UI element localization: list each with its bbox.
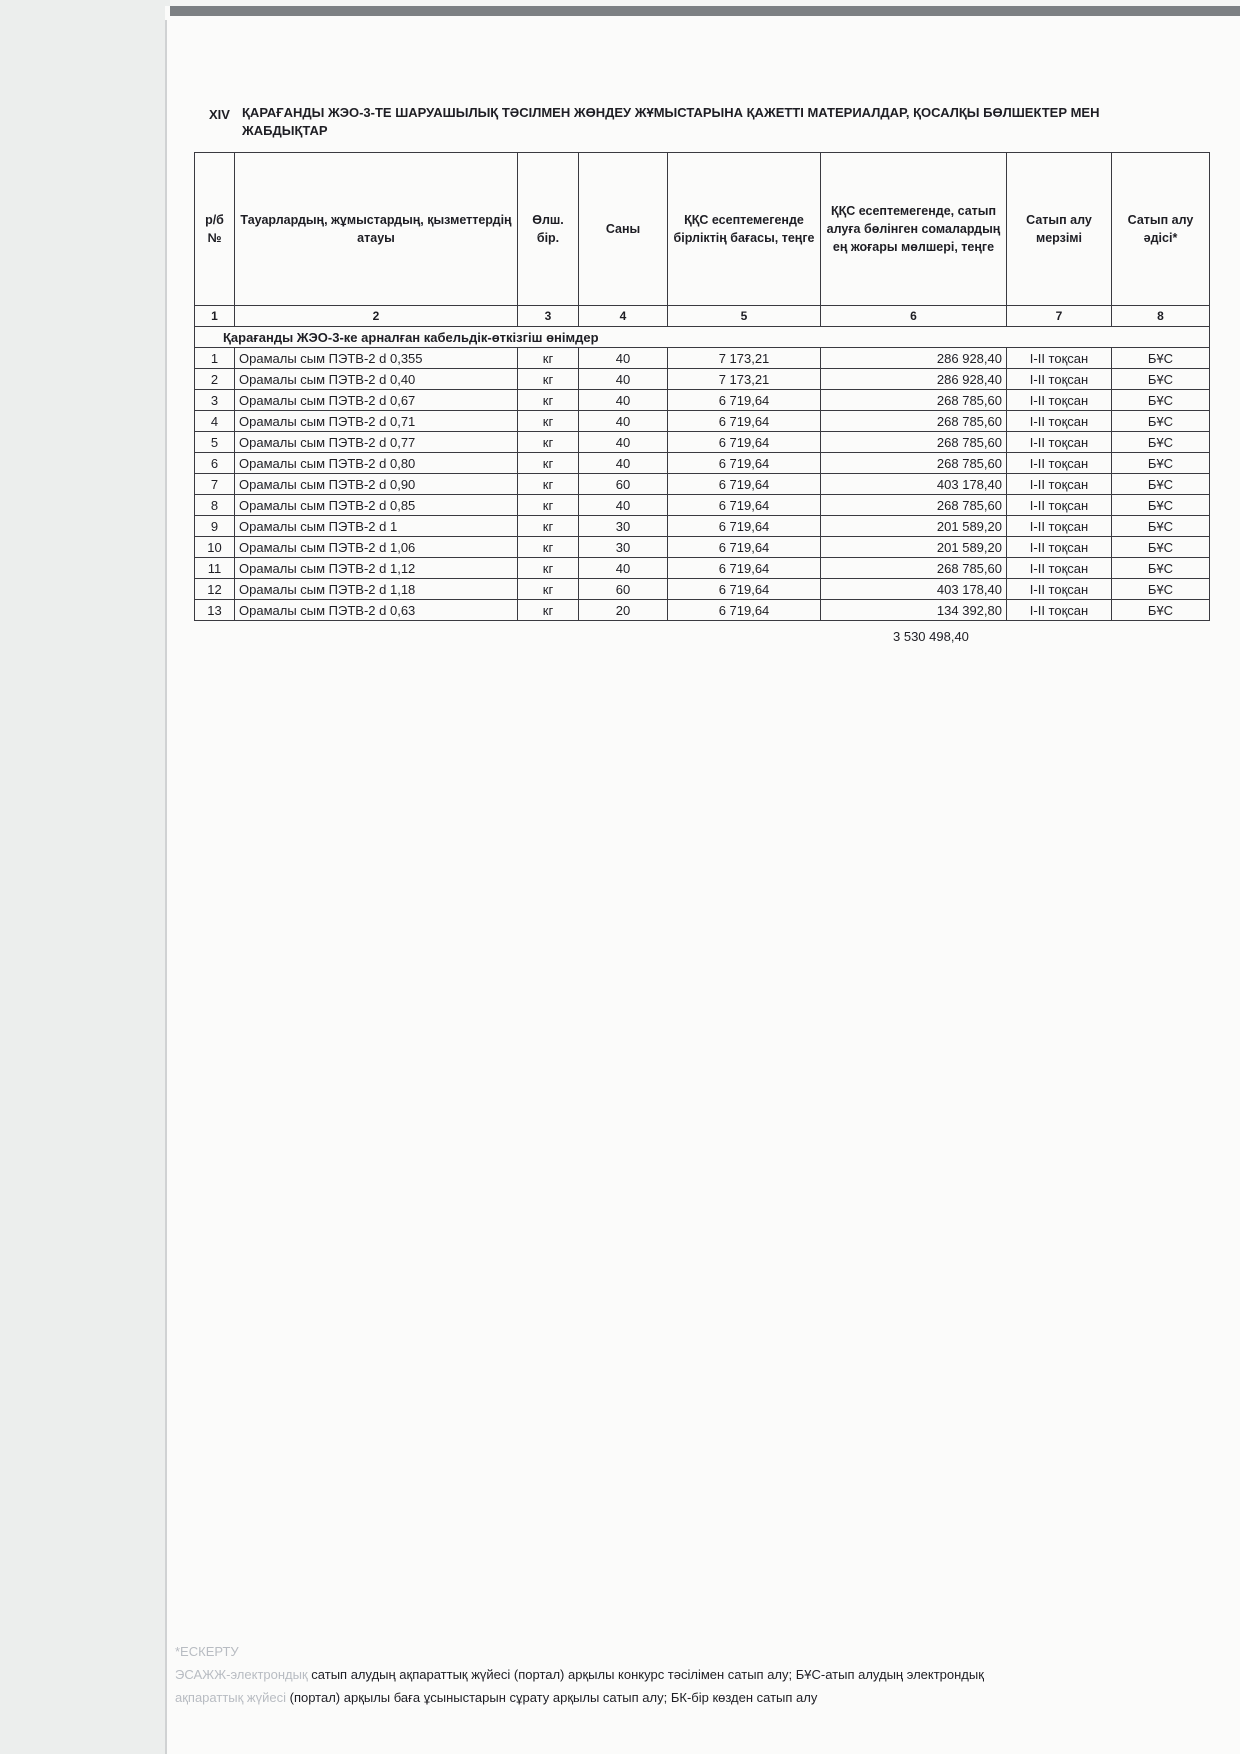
table-row [195, 348, 1210, 369]
item-method: БҰС [1112, 390, 1210, 411]
table-total: 3 530 498,40 [893, 629, 969, 644]
item-sum: 201 589,20 [821, 537, 1007, 558]
section-title: ҚАРАҒАНДЫ ЖЭО-3-ТЕ ШАРУАШЫЛЫҚ ТӘСІЛМЕН ЖӨНДЕУ ЖҰМЫСТАРЫНА ҚАЖЕТТІ МАТЕРИАЛДАР, ҚОСАЛҚЫ БӨЛШЕКТЕР МЕН ЖАБДЫҚТАР [242, 105, 1100, 138]
item-sum: 268 785,60 [821, 558, 1007, 579]
row-number: 11 [195, 558, 235, 579]
item-qty: 30 [579, 516, 668, 537]
item-unit: кг [518, 432, 579, 453]
header-period: Сатып алу мерзімі [1007, 153, 1112, 306]
item-unit: кг [518, 474, 579, 495]
page-edge [165, 20, 167, 1754]
item-name: Орамалы сым ПЭТВ-2 d 0,90 [235, 474, 518, 495]
item-period: I-II тоқсан [1007, 411, 1112, 432]
column-number: 2 [235, 306, 518, 327]
table-row [195, 579, 1210, 600]
table-row [195, 474, 1210, 495]
item-name: Орамалы сым ПЭТВ-2 d 1,18 [235, 579, 518, 600]
item-qty: 60 [579, 474, 668, 495]
item-qty: 20 [579, 600, 668, 621]
item-method: БҰС [1112, 558, 1210, 579]
row-number: 1 [195, 348, 235, 369]
item-period: I-II тоқсан [1007, 495, 1112, 516]
item-name: Орамалы сым ПЭТВ-2 d 0,67 [235, 390, 518, 411]
item-price: 6 719,64 [668, 390, 821, 411]
item-sum: 268 785,60 [821, 390, 1007, 411]
item-sum: 201 589,20 [821, 516, 1007, 537]
item-name: Орамалы сым ПЭТВ-2 d 1,12 [235, 558, 518, 579]
column-number: 7 [1007, 306, 1112, 327]
item-unit: кг [518, 348, 579, 369]
item-period: I-II тоқсан [1007, 432, 1112, 453]
footnote-line-2-faint: ақпараттық жүйесі [175, 1690, 286, 1705]
item-sum: 268 785,60 [821, 495, 1007, 516]
item-price: 6 719,64 [668, 579, 821, 600]
footnote-label: *ЕСКЕРТУ [175, 1644, 239, 1659]
item-method: БҰС [1112, 411, 1210, 432]
item-price: 6 719,64 [668, 453, 821, 474]
column-number: 1 [195, 306, 235, 327]
item-unit: кг [518, 453, 579, 474]
footnote-line-1-faint: ЭСАЖЖ-электрондық [175, 1667, 308, 1682]
table-row [195, 600, 1210, 621]
scan-top-shadow [170, 6, 1240, 16]
footnote-line-1 [175, 1663, 1205, 1686]
item-name: Орамалы сым ПЭТВ-2 d 0,77 [235, 432, 518, 453]
item-qty: 40 [579, 432, 668, 453]
item-method: БҰС [1112, 474, 1210, 495]
item-unit: кг [518, 600, 579, 621]
item-qty: 40 [579, 453, 668, 474]
column-number: 6 [821, 306, 1007, 327]
item-unit: кг [518, 369, 579, 390]
item-name: Орамалы сым ПЭТВ-2 d 0,71 [235, 411, 518, 432]
table-row [195, 453, 1210, 474]
table-row [195, 495, 1210, 516]
item-sum: 268 785,60 [821, 453, 1007, 474]
item-qty: 40 [579, 558, 668, 579]
item-name: Орамалы сым ПЭТВ-2 d 1,06 [235, 537, 518, 558]
item-method: БҰС [1112, 579, 1210, 600]
item-sum: 286 928,40 [821, 369, 1007, 390]
item-unit: кг [518, 516, 579, 537]
item-name: Орамалы сым ПЭТВ-2 d 0,80 [235, 453, 518, 474]
item-method: БҰС [1112, 348, 1210, 369]
header-no: р/б № [195, 153, 235, 306]
item-name: Орамалы сым ПЭТВ-2 d 0,63 [235, 600, 518, 621]
item-period: I-II тоқсан [1007, 474, 1112, 495]
item-sum: 403 178,40 [821, 474, 1007, 495]
row-number: 2 [195, 369, 235, 390]
item-period: I-II тоқсан [1007, 537, 1112, 558]
row-number: 3 [195, 390, 235, 411]
item-unit: кг [518, 579, 579, 600]
header-sum: ҚҚС есептемегенде, сатып алуға бөлінген сомалардың ең жоғары мөлшері, теңге [821, 153, 1007, 306]
item-name: Орамалы сым ПЭТВ-2 d 0,355 [235, 348, 518, 369]
item-sum: 403 178,40 [821, 579, 1007, 600]
item-price: 7 173,21 [668, 369, 821, 390]
item-unit: кг [518, 537, 579, 558]
row-number: 4 [195, 411, 235, 432]
header-qty: Саны [579, 153, 668, 306]
row-number: 6 [195, 453, 235, 474]
item-period: I-II тоқсан [1007, 348, 1112, 369]
item-price: 6 719,64 [668, 600, 821, 621]
item-qty: 40 [579, 390, 668, 411]
table-row [195, 369, 1210, 390]
column-number: 4 [579, 306, 668, 327]
item-sum: 286 928,40 [821, 348, 1007, 369]
item-period: I-II тоқсан [1007, 600, 1112, 621]
item-method: БҰС [1112, 537, 1210, 558]
row-number: 10 [195, 537, 235, 558]
item-qty: 40 [579, 348, 668, 369]
item-sum: 134 392,80 [821, 600, 1007, 621]
footnote-line-2 [175, 1686, 1205, 1709]
item-price: 6 719,64 [668, 516, 821, 537]
item-price: 6 719,64 [668, 432, 821, 453]
item-name: Орамалы сым ПЭТВ-2 d 1 [235, 516, 518, 537]
group-title: Қарағанды ЖЭО-3-ке арналған кабельдік-өткізгіш өнімдер [195, 327, 1210, 348]
row-number: 9 [195, 516, 235, 537]
header-method: Сатып алу әдісі* [1112, 153, 1210, 306]
group-row [195, 327, 1210, 348]
footnote-line-2-text: (портал) арқылы баға ұсыныстарын сұрату арқылы сатып алу; БК-бір көзден сатып алу [289, 1690, 818, 1705]
column-number: 3 [518, 306, 579, 327]
item-period: I-II тоқсан [1007, 558, 1112, 579]
scan-background [0, 0, 170, 1754]
item-sum: 268 785,60 [821, 432, 1007, 453]
item-name: Орамалы сым ПЭТВ-2 d 0,85 [235, 495, 518, 516]
item-price: 6 719,64 [668, 411, 821, 432]
item-method: БҰС [1112, 453, 1210, 474]
item-period: I-II тоқсан [1007, 516, 1112, 537]
header-unit: Өлш. бір. [518, 153, 579, 306]
table-row [195, 390, 1210, 411]
item-unit: кг [518, 495, 579, 516]
table-row [195, 411, 1210, 432]
item-price: 6 719,64 [668, 495, 821, 516]
table-row [195, 537, 1210, 558]
item-qty: 30 [579, 537, 668, 558]
item-method: БҰС [1112, 516, 1210, 537]
item-period: I-II тоқсан [1007, 579, 1112, 600]
materials-table [194, 152, 1210, 621]
row-number: 13 [195, 600, 235, 621]
table-header-row [195, 153, 1210, 306]
header-name: Тауарлардың, жұмыстардың, қызметтердің атауы [235, 153, 518, 306]
row-number: 8 [195, 495, 235, 516]
item-price: 7 173,21 [668, 348, 821, 369]
item-period: I-II тоқсан [1007, 390, 1112, 411]
header-price: ҚҚС есептемегенде бірліктің бағасы, теңге [668, 153, 821, 306]
footnote-line-1-text: сатып алудың ақпараттық жүйесі (портал) арқылы конкурс тәсілімен сатып алу; БҰС-атып алудың электрондық [311, 1667, 984, 1682]
item-qty: 60 [579, 579, 668, 600]
table-row [195, 516, 1210, 537]
footnote [175, 1640, 1205, 1709]
item-unit: кг [518, 558, 579, 579]
item-method: БҰС [1112, 432, 1210, 453]
item-qty: 40 [579, 411, 668, 432]
section-number: XIV [209, 107, 230, 122]
row-number: 7 [195, 474, 235, 495]
item-price: 6 719,64 [668, 474, 821, 495]
row-number: 12 [195, 579, 235, 600]
item-price: 6 719,64 [668, 558, 821, 579]
item-unit: кг [518, 390, 579, 411]
item-name: Орамалы сым ПЭТВ-2 d 0,40 [235, 369, 518, 390]
item-method: БҰС [1112, 600, 1210, 621]
table-row [195, 558, 1210, 579]
table-row [195, 432, 1210, 453]
item-qty: 40 [579, 369, 668, 390]
item-sum: 268 785,60 [821, 411, 1007, 432]
item-qty: 40 [579, 495, 668, 516]
item-price: 6 719,64 [668, 537, 821, 558]
item-method: БҰС [1112, 369, 1210, 390]
column-number: 5 [668, 306, 821, 327]
row-number: 5 [195, 432, 235, 453]
item-period: I-II тоқсан [1007, 453, 1112, 474]
column-number: 8 [1112, 306, 1210, 327]
item-unit: кг [518, 411, 579, 432]
item-period: I-II тоқсан [1007, 369, 1112, 390]
item-method: БҰС [1112, 495, 1210, 516]
column-number-row [195, 306, 1210, 327]
